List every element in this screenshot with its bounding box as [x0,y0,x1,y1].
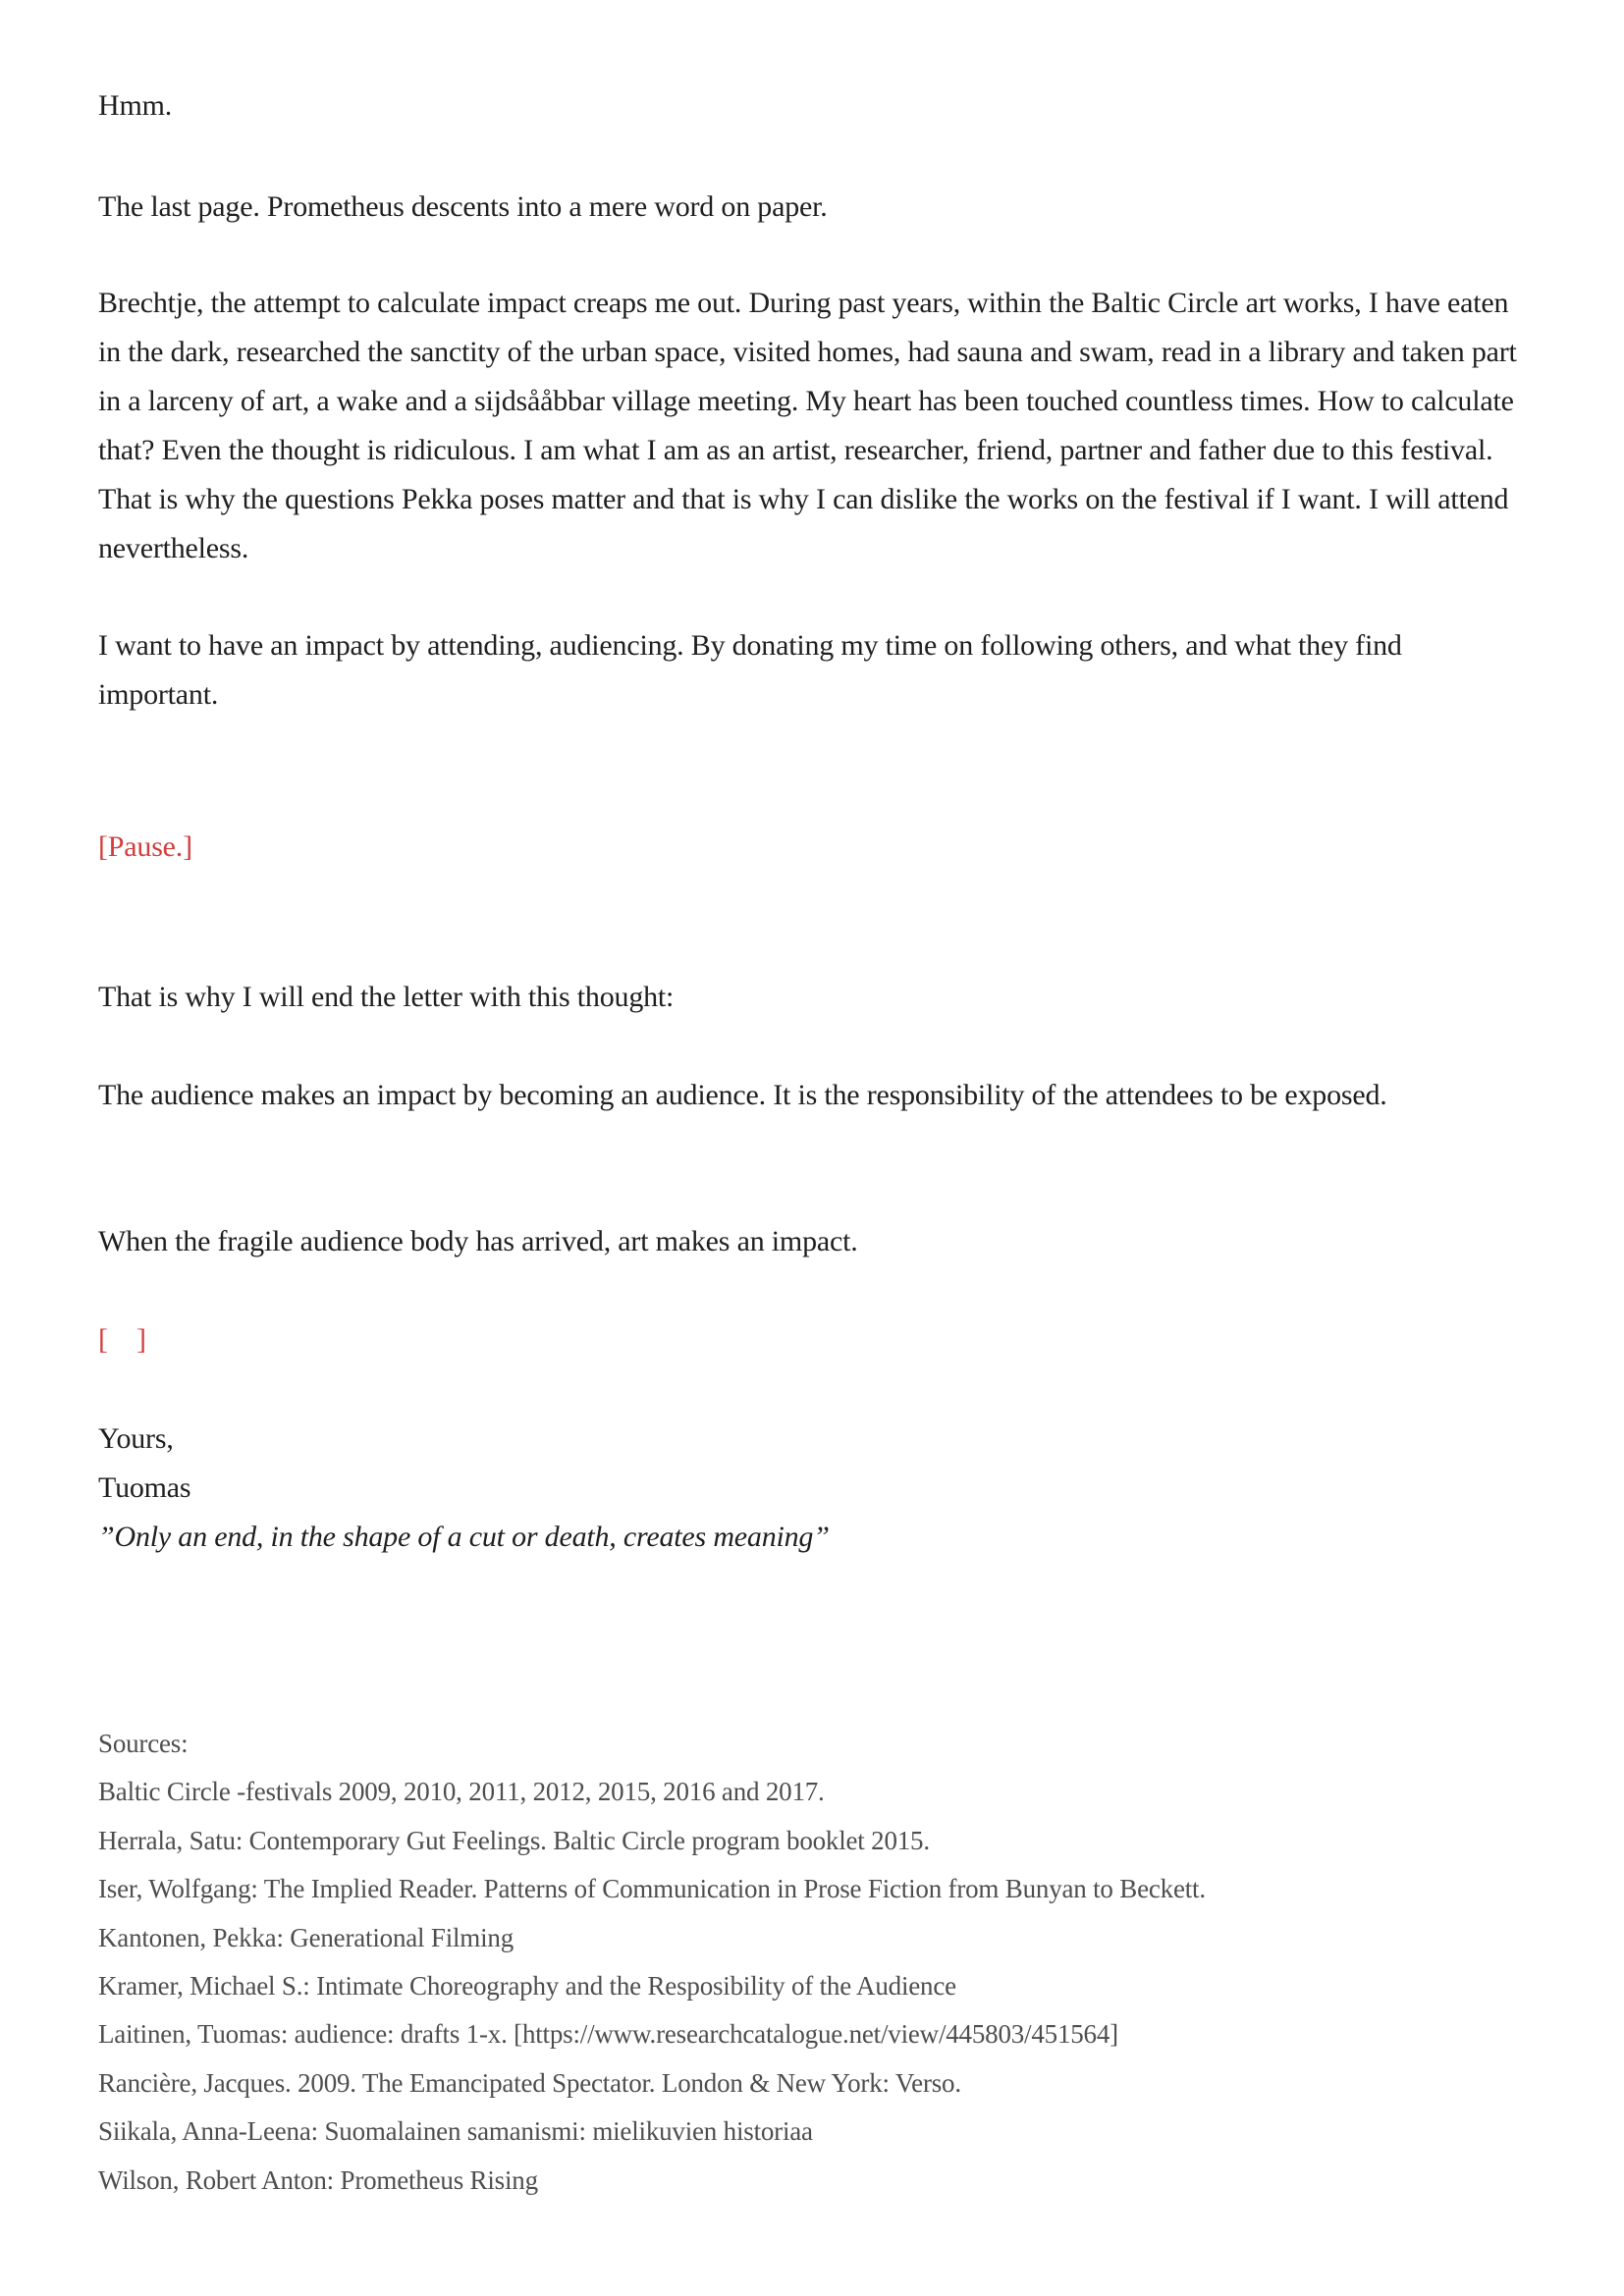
source-item: Siikala, Anna-Leena: Suomalainen samanismi: mielikuvien historiaa [98,2116,813,2147]
source-item: Laitinen, Tuomas: audience: drafts 1-x. [https://www.researchcatalogue.net/view/445803/451564] [98,2019,1118,2050]
sources-heading: Sources: [98,1729,189,1758]
closing-intro-line: That is why I will end the letter with this thought: [98,981,675,1013]
sources-list [98,1768,1206,2205]
source-item: Baltic Circle -festivals 2009, 2010, 2011, 2012, 2015, 2016 and 2017. [98,1777,825,1807]
paragraph-attending: I want to have an impact by attending, audiencing. By donating my time on following others, and what they find important. [98,629,1402,711]
impact-line: When the fragile audience body has arrived, art makes an impact. [98,1225,858,1257]
source-item: Wilson, Robert Anton: Prometheus Rising [98,2164,538,2195]
last-page-line: The last page. Prometheus descents into a mere word on paper. [98,190,828,223]
source-item: Kantonen, Pekka: Generational Filming [98,1922,514,1952]
source-item: Kramer, Michael S.: Intimate Choreography and the Resposibility of the Audience [98,1971,956,2002]
empty-brackets-marker: [ ] [98,1323,146,1356]
signature-line: Tuomas [98,1471,191,1504]
sources-section [98,1720,1206,2205]
source-item: Iser, Wolfgang: The Implied Reader. Patterns of Communication in Prose Fiction from Bunyan to Beckett. [98,1874,1206,1904]
thought-paragraph: The audience makes an impact by becoming an audience. It is the responsibility of the attendees to be exposed. [98,1079,1387,1111]
source-item: Herrala, Satu: Contemporary Gut Feelings. Baltic Circle program booklet 2015. [98,1825,930,1855]
pause-marker: [Pause.] [98,830,192,863]
signoff-line: Yours, [98,1422,174,1455]
source-item: Rancière, Jacques. 2009. The Emancipated Spectator. London & New York: Verso. [98,2067,961,2098]
closing-quote: ”Only an end, in the shape of a cut or death, creates meaning” [98,1521,830,1553]
interjection-line: Hmm. [98,89,173,122]
paragraph-impact: Brechtje, the attempt to calculate impact creaps me out. During past years, within the Baltic Circle art works, I have eaten in the dark, researched the sanctity of the urban space, visited homes, had sauna and swam, read in a library and taken part in a larceny of art, a wake and a sijdsååbbar village meeting. My heart has been touched countless times. How to calculate that? Even the thought is ridiculous. I am what I am as an artist, researcher, friend, partner and father due to this festival. That is why the questions Pekka poses matter and that is why I can dislike the works on the festival if I want. I will attend nevertheless. [98,287,1517,564]
